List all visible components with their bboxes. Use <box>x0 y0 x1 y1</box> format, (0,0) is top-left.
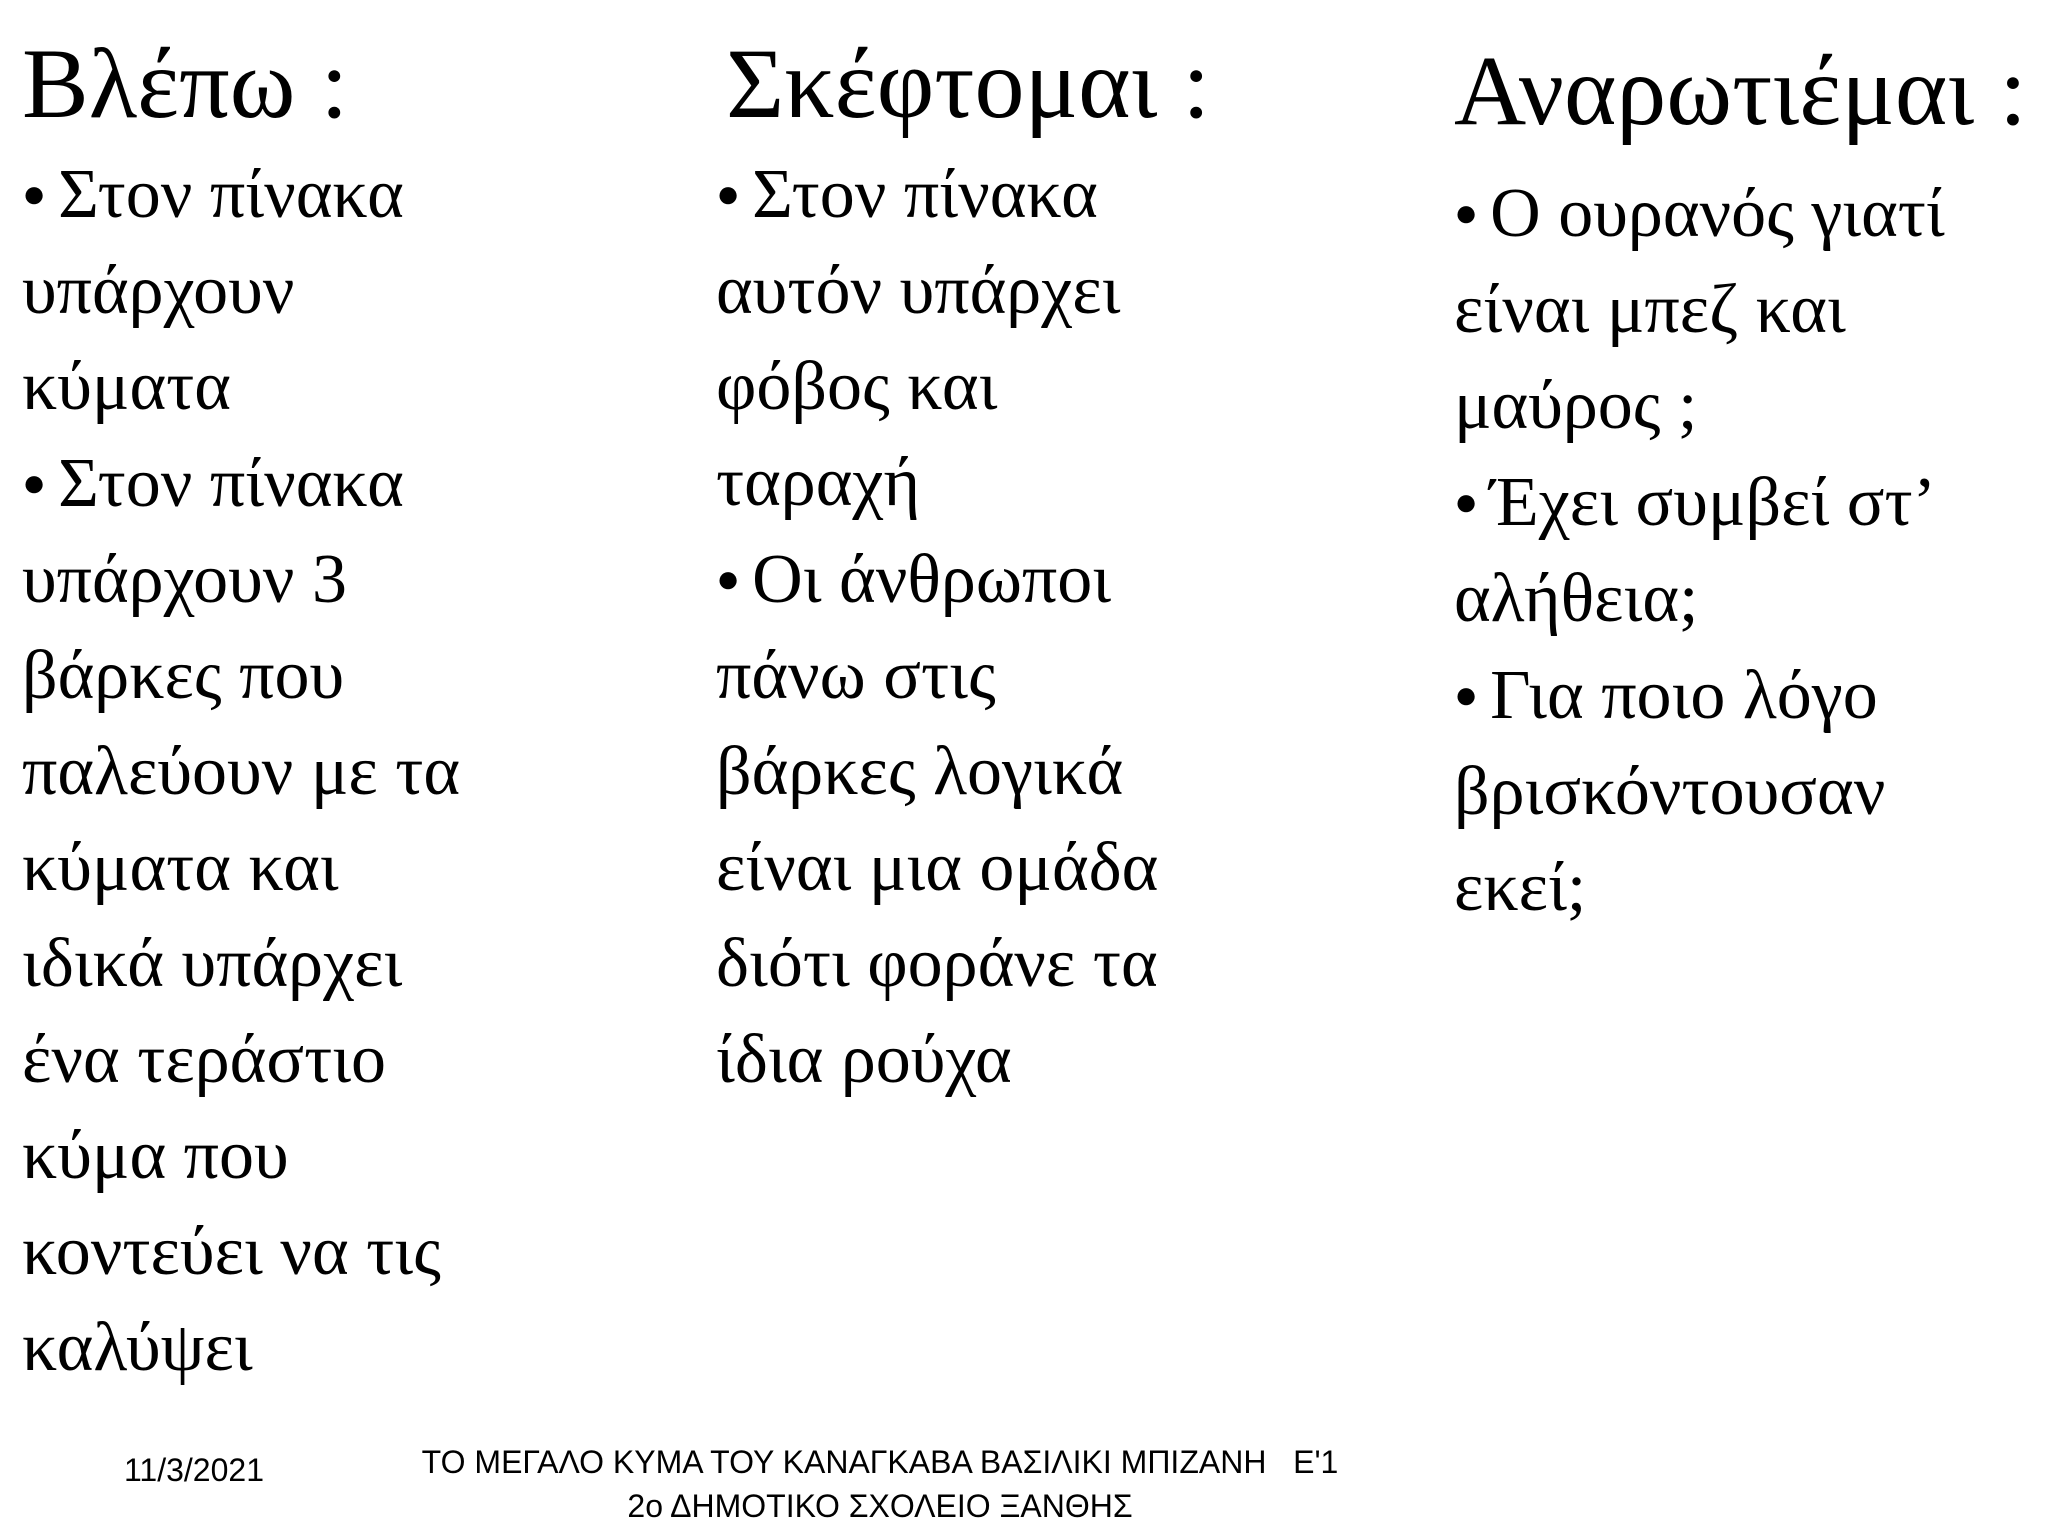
text-line: υπάρχουν 3 <box>22 541 347 618</box>
text-line: φόβος και <box>716 348 998 425</box>
text-line: μαύρος ; <box>1454 367 1698 444</box>
bullet-icon: ● <box>22 460 47 505</box>
text-line: ● Ο ουρανός γιατί <box>1454 165 2048 262</box>
footer-date: 11/3/2021 <box>124 1452 264 1488</box>
text-line: υπάρχουν <box>22 252 295 329</box>
bullet-icon: ● <box>1454 672 1479 717</box>
text-line: κύμα που <box>22 1117 289 1194</box>
footer-title-line2: 2ο ΔΗΜΟΤΙΚΟ ΣΧΟΛΕΙΟ ΞΑΝΘΗΣ <box>627 1488 1133 1524</box>
text-line: πάνω στις <box>716 637 996 714</box>
text-line: ● Έχει συμβεί στ’ <box>1454 454 2048 551</box>
bullet-item <box>1454 454 2048 647</box>
column-heading-wonder: Αναρωτιέμαι : <box>1454 35 2027 146</box>
bullet-icon: ● <box>716 171 741 216</box>
bullet-icon: ● <box>716 556 741 601</box>
column-heading-think: Σκέφτομαι : <box>726 28 1211 139</box>
text-line: είναι μπεζ και <box>1454 271 1846 348</box>
column-heading-see: Βλέπω : <box>22 28 349 139</box>
text-line: παλεύουν με τα <box>22 733 461 810</box>
text-line: ● Οι άνθρωποι <box>716 531 1356 628</box>
bullet-icon: ● <box>22 171 47 216</box>
bullet-item <box>1454 647 2048 936</box>
footer-title-line1: ΤΟ ΜΕΓΑΛΟ ΚΥΜΑ ΤΟΥ ΚΑΝΑΓΚΑΒΑ ΒΑΣΙΛΙΚΙ ΜΠΙΖΑΝΗ Ε'1 <box>421 1444 1339 1480</box>
bullet-list-see <box>22 146 682 1396</box>
text-line: αλήθεια; <box>1454 560 1699 637</box>
text-line: αυτόν υπάρχει <box>716 252 1121 329</box>
bullet-list-think <box>716 146 1356 1108</box>
bullet-icon: ● <box>1454 479 1479 524</box>
column-think <box>716 25 1356 1108</box>
text-line: κύματα και <box>22 829 339 906</box>
text-line: ● Στον πίνακα <box>22 146 682 243</box>
text-line: ● Στον πίνακα <box>22 435 682 532</box>
text-line: ταραχή <box>716 444 921 521</box>
text-line: ένα τεράστιο <box>22 1021 387 1098</box>
bullet-item <box>22 435 682 1396</box>
text-line: είναι μια ομάδα <box>716 829 1159 906</box>
text-line: καλύψει <box>22 1309 253 1386</box>
column-see <box>22 25 682 1396</box>
text-line: εκεί; <box>1454 849 1587 926</box>
text-line: ιδικά υπάρχει <box>22 925 403 1002</box>
text-line: βάρκες λογικά <box>716 733 1124 810</box>
bullet-item <box>716 531 1356 1108</box>
text-line: ● Για ποιο λόγο <box>1454 647 2048 744</box>
text-line: κύματα <box>22 348 231 425</box>
column-wonder <box>1454 32 2048 936</box>
text-line: κοντεύει να τις <box>22 1213 441 1290</box>
text-line: ● Στον πίνακα <box>716 146 1356 243</box>
bullet-item <box>716 146 1356 531</box>
footer-title <box>330 1440 1430 1528</box>
text-line: ίδια ρούχα <box>716 1021 1012 1098</box>
bullet-icon: ● <box>1454 190 1479 235</box>
bullet-item <box>1454 165 2048 454</box>
text-line: βρισκόντουσαν <box>1454 753 1886 830</box>
text-line: βάρκες που <box>22 637 345 714</box>
text-line: διότι φοράνε τα <box>716 925 1158 1002</box>
bullet-list-wonder <box>1454 165 2048 936</box>
bullet-item <box>22 146 682 435</box>
